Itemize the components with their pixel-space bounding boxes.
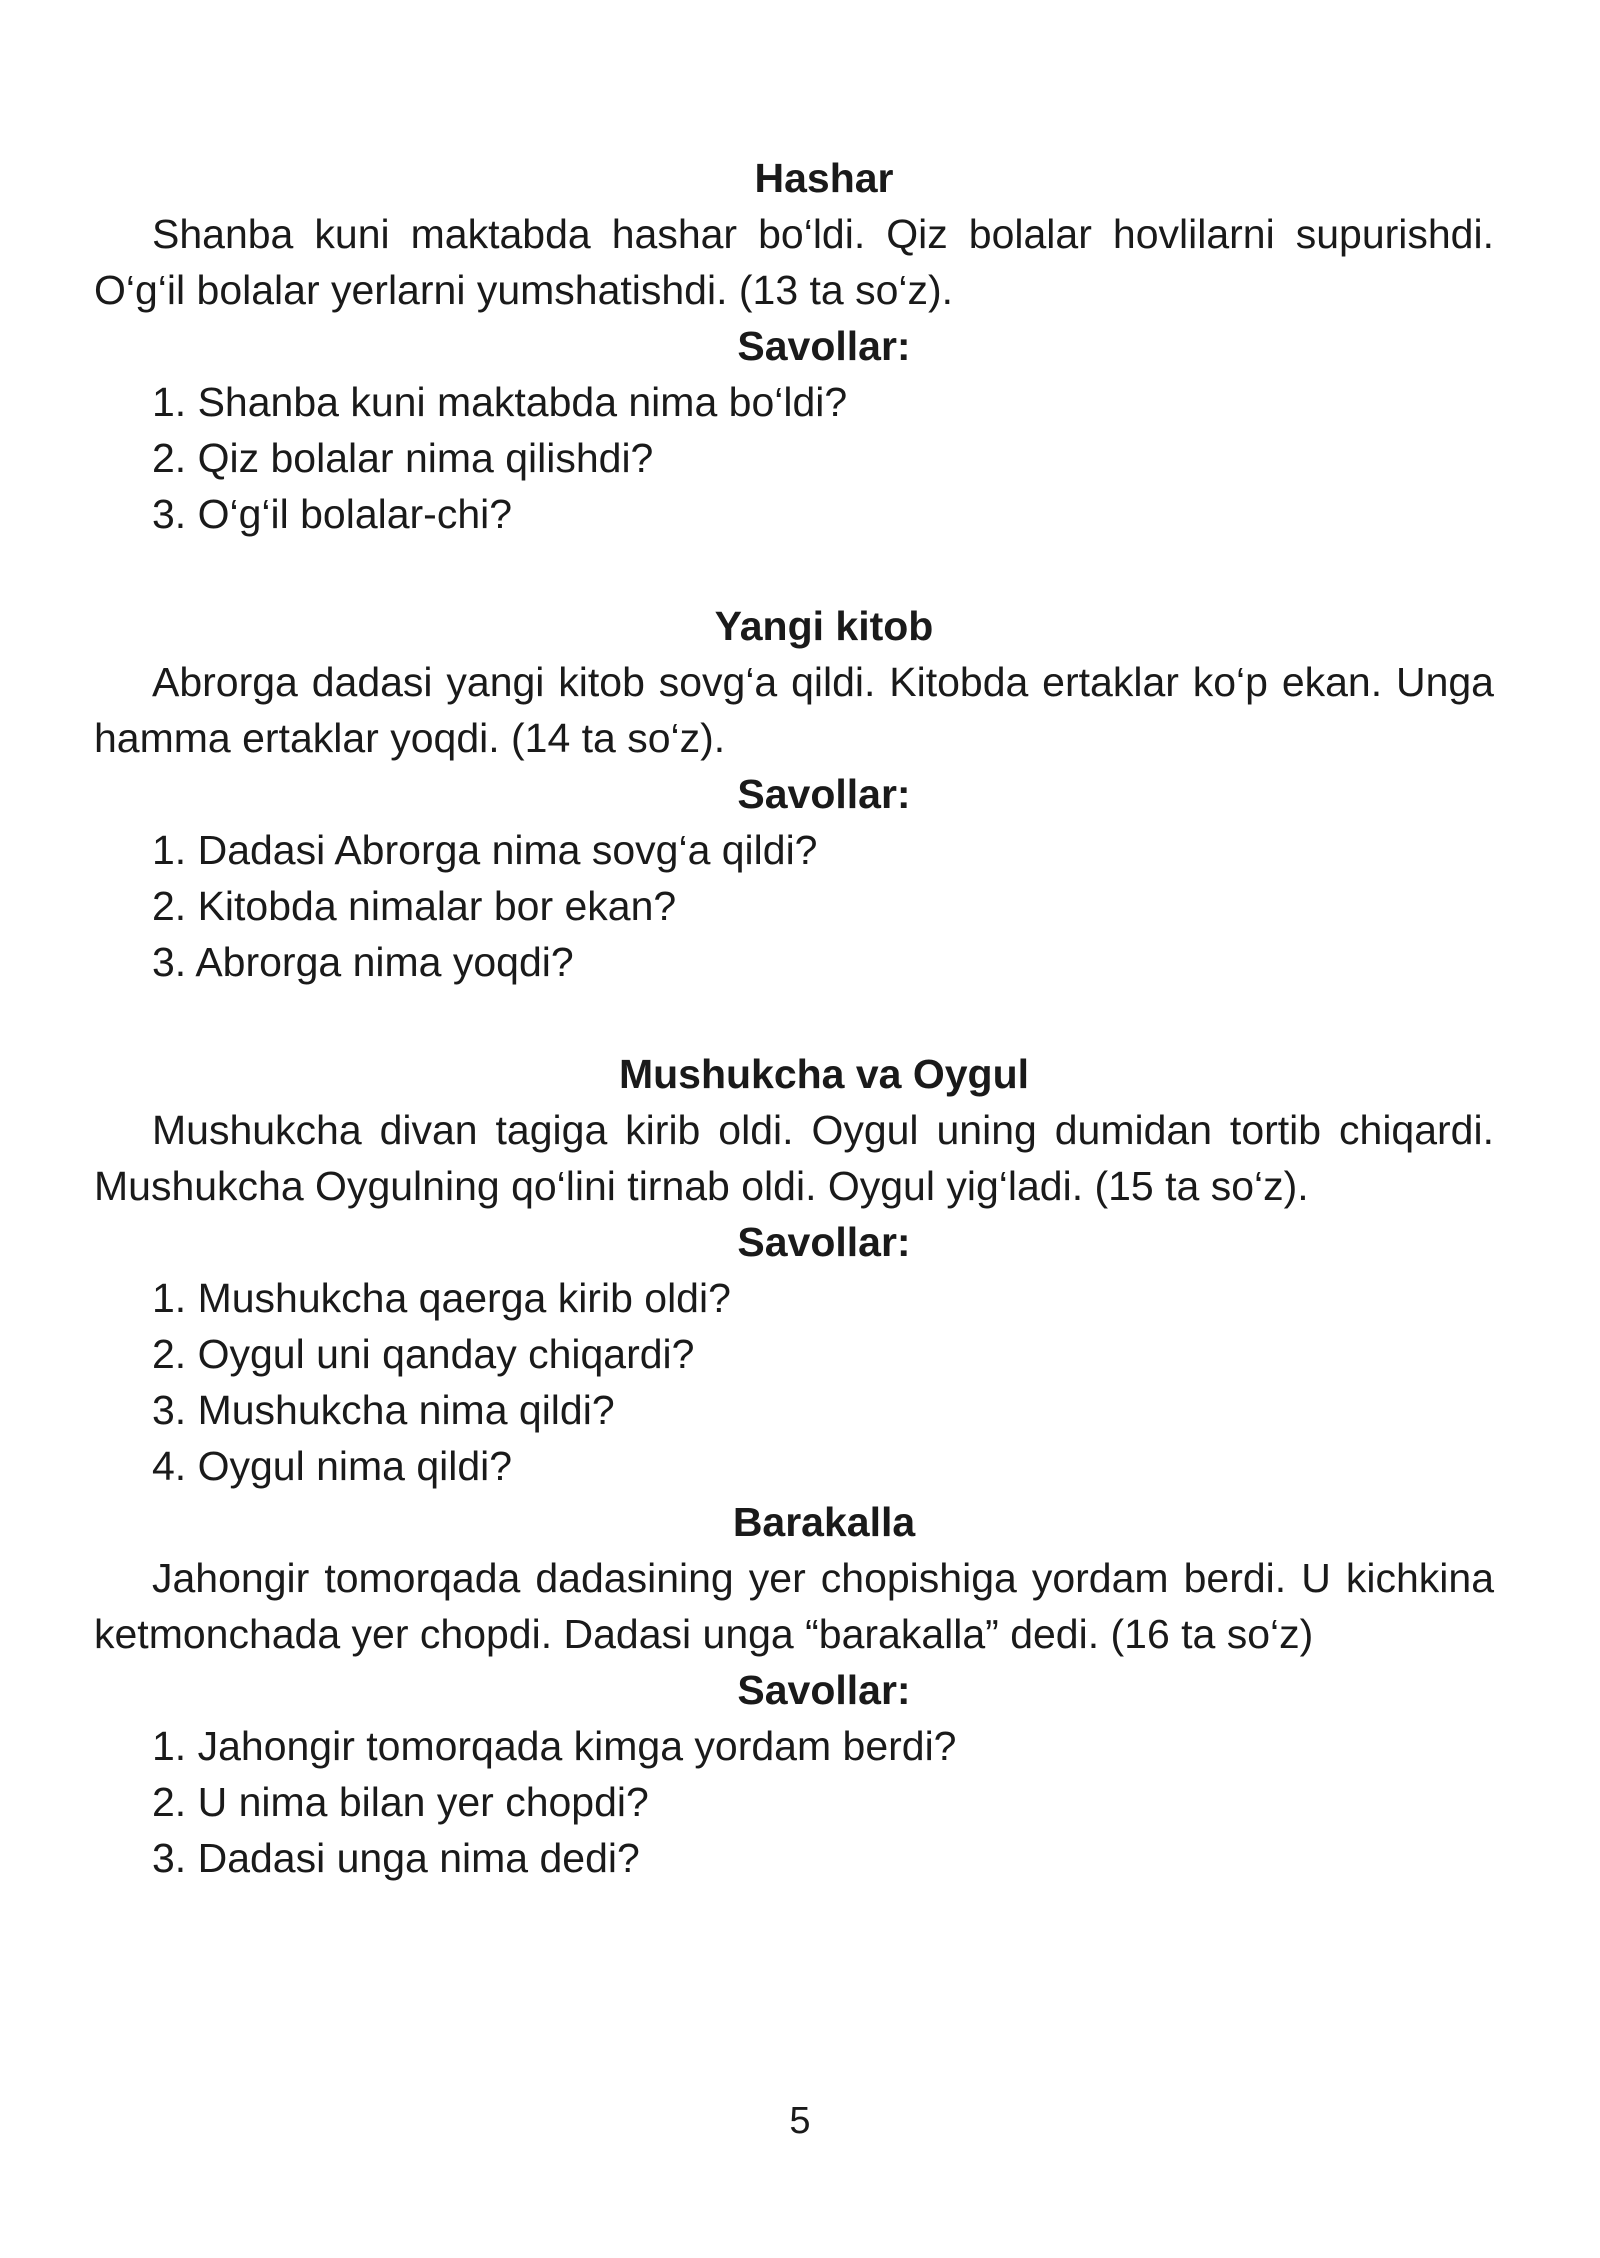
questions-list [94,822,1494,990]
page-number: 5 [789,2100,811,2142]
section-spacer [94,990,1494,1046]
section-spacer [94,542,1494,598]
question-item: 1. Dadasi Abrorga nima sovg‘a qildi? [152,827,818,873]
question-item: 3. O‘g‘il bolalar-chi? [152,491,513,537]
questions-list [94,1270,1494,1494]
question-item: 2. Oygul uni qanday chiqardi? [152,1331,695,1377]
question-item: 2. Qiz bolalar nima qilishdi? [152,435,654,481]
story-hashar [94,150,1494,542]
question-item: 2. Kitobda nimalar bor ekan? [152,883,677,929]
story-mushukcha-va-oygul [94,1046,1494,1494]
story-text: Abrorga dadasi yangi kitob sovg‘a qildi. Kitobda ertaklar ko‘p ekan. Unga hamma ertaklar yoqdi. (14 ta so‘z). [94,659,1494,761]
question-item: 1. Mushukcha qaerga kirib oldi? [152,1275,731,1321]
story-title: Barakalla [732,1499,916,1545]
questions-list [94,1718,1494,1886]
questions-title: Savollar: [737,323,911,369]
question-item: 1. Shanba kuni maktabda nima bo‘ldi? [152,379,848,425]
questions-title: Savollar: [737,1667,911,1713]
questions-title: Savollar: [737,771,911,817]
story-text: Shanba kuni maktabda hashar bo‘ldi. Qiz bolalar hovlilarni supurishdi. O‘g‘il bolalar yerlarni yumshatishdi. (13 ta so‘z). [94,211,1494,313]
page-content [94,150,1494,1886]
story-barakalla [94,1494,1494,1886]
question-item: 2. U nima bilan yer chopdi? [152,1779,649,1825]
story-text: Mushukcha divan tagiga kirib oldi. Oygul uning dumidan tortib chiqardi. Mushukcha Oygulning qo‘lini tirnab oldi. Oygul yig‘ladi. (15 ta so‘z). [94,1107,1494,1209]
question-item: 4. Oygul nima qildi? [152,1443,513,1489]
question-item: 3. Mushukcha nima qildi? [152,1387,615,1433]
story-text: Jahongir tomorqada dadasining yer chopishiga yordam berdi. U kichkina ketmonchada yer chopdi. Dadasi unga “barakalla” dedi. (16 ta so‘z) [94,1555,1494,1657]
questions-title: Savollar: [737,1219,911,1265]
story-title: Hashar [754,155,894,201]
story-title: Yangi kitob [714,603,934,649]
questions-list [94,374,1494,542]
question-item: 1. Jahongir tomorqada kimga yordam berdi? [152,1723,957,1769]
question-item: 3. Dadasi unga nima dedi? [152,1835,640,1881]
question-item: 3. Abrorga nima yoqdi? [152,939,574,985]
story-yangi-kitob [94,598,1494,990]
story-title: Mushukcha va Oygul [618,1051,1030,1097]
